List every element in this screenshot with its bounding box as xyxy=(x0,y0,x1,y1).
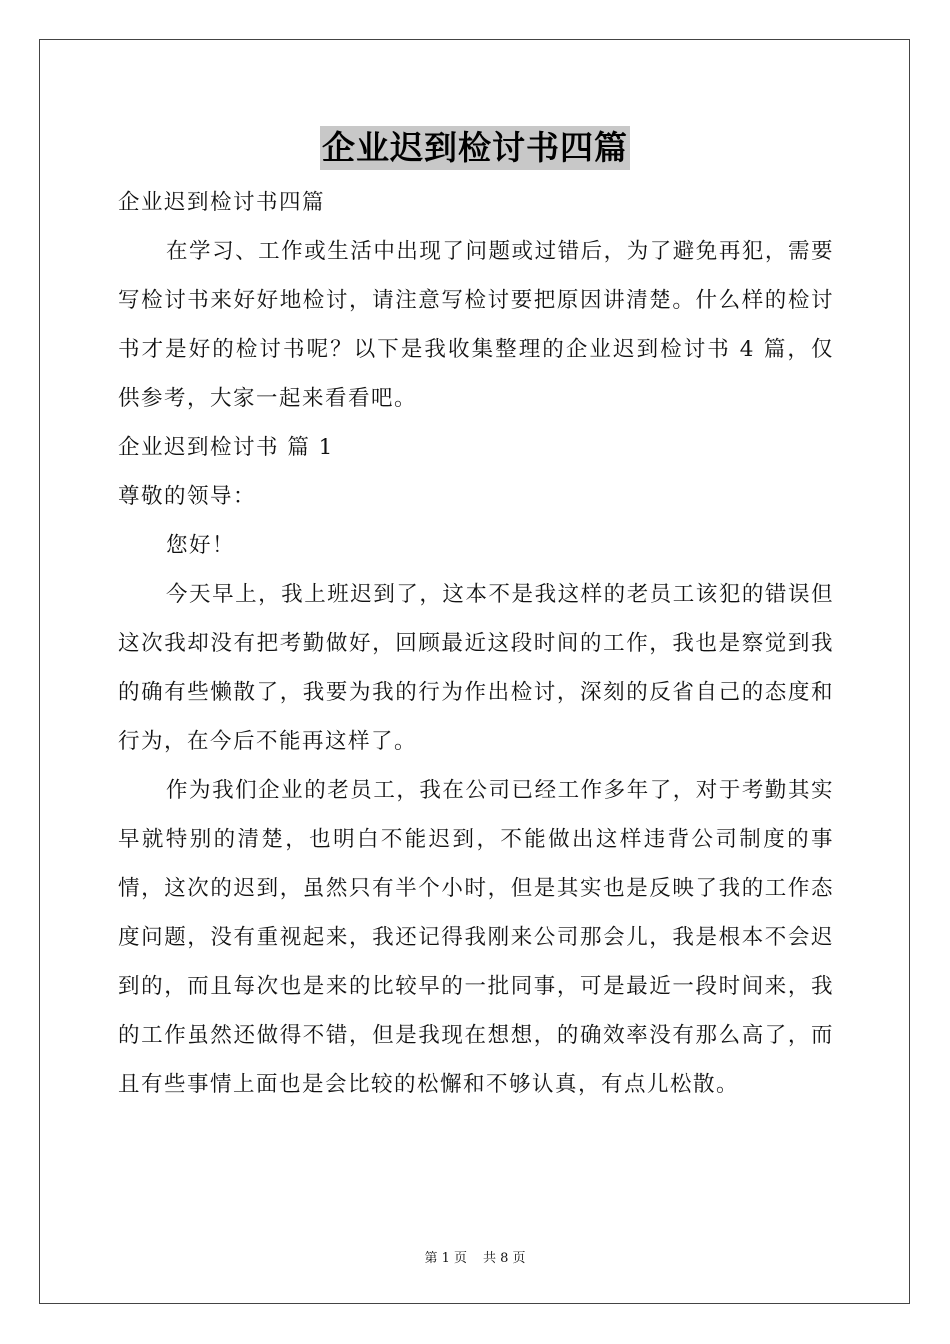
document-title: 企业迟到检讨书四篇 xyxy=(320,126,630,170)
greeting: 您好！ xyxy=(166,533,236,558)
page-footer xyxy=(0,1247,950,1266)
salutation: 尊敬的领导： xyxy=(118,484,257,509)
document-body xyxy=(118,178,834,1109)
paragraph-intro: 在学习、工作或生活中出现了问题或过错后，为了避免再犯，需要写检讨书来好好地检讨，请注意写检讨要把原因讲清楚。什么样的检讨书才是好的检讨书呢？以下是我收集整理的企业迟到检讨书 4 篇，仅供参考，大家一起来看看吧。 xyxy=(118,239,834,411)
page-number: 第 1 页 xyxy=(424,1251,467,1266)
paragraph-subtitle: 企业迟到检讨书四篇 xyxy=(118,190,326,215)
page-total: 共 8 页 xyxy=(483,1251,526,1266)
title-container xyxy=(0,126,950,170)
paragraph-body-2: 作为我们企业的老员工，我在公司已经工作多年了，对于考勤其实早就特别的清楚，也明白不能迟到，不能做出这样违背公司制度的事情，这次的迟到，虽然只有半个小时，但是其实也是反映了我的工作态度问题，没有重视起来，我还记得我刚来公司那会儿，我是根本不会迟到的，而且每次也是来的比较早的一批同事，可是最近一段时间来，我的工作虽然还做得不错，但是我现在想想，的确效率没有那么高了，而且有些事情上面也是会比较的松懈和不够认真，有点儿松散。 xyxy=(118,778,834,1097)
section-heading: 企业迟到检讨书 篇 1 xyxy=(118,435,334,460)
paragraph-body-1: 今天早上，我上班迟到了，这本不是我这样的老员工该犯的错误但这次我却没有把考勤做好，回顾最近这段时间的工作，我也是察觉到我的确有些懒散了，我要为我的行为作出检讨，深刻的反省自己的态度和行为，在今后不能再这样了。 xyxy=(118,582,834,754)
